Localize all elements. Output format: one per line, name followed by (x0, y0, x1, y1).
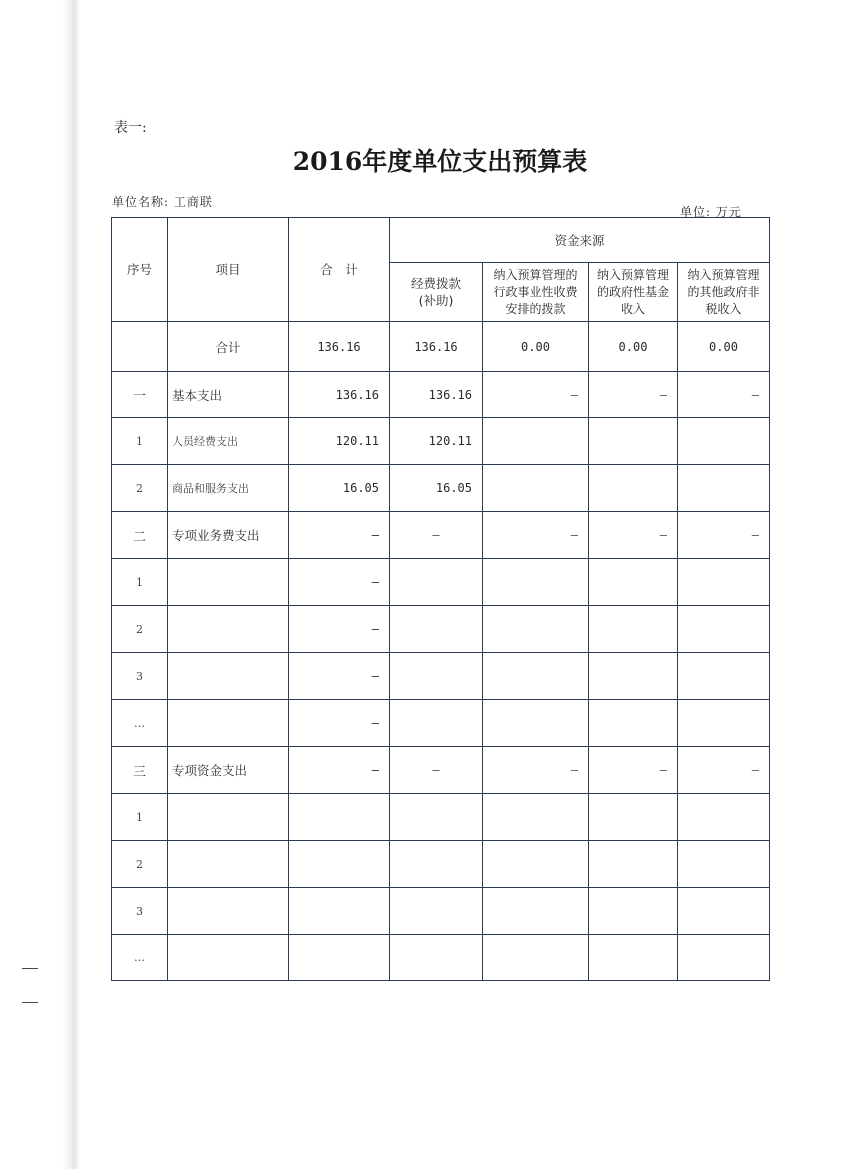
cell-other-nontax (678, 559, 770, 606)
table-row (112, 559, 770, 606)
cell-seq: 2 (112, 841, 168, 888)
cell-admin-fees (483, 935, 589, 981)
cell-allocation: 136.16 (390, 322, 483, 372)
cell-other-nontax: – (678, 512, 770, 559)
cell-other-nontax: – (678, 372, 770, 418)
table-row (112, 418, 770, 465)
cell-admin-fees (483, 700, 589, 747)
cell-gov-fund: – (589, 372, 678, 418)
table-row (112, 747, 770, 794)
cell-allocation: 16.05 (390, 465, 483, 512)
cell-seq: 二 (112, 512, 168, 559)
cell-other-nontax (678, 794, 770, 841)
cell-gov-fund (589, 559, 678, 606)
table-row (112, 606, 770, 653)
header-other-nontax: 纳入预算管理 的其他政府非 税收入 (678, 263, 770, 322)
cell-admin-fees (483, 559, 589, 606)
cell-admin-fees (483, 653, 589, 700)
cell-item (168, 794, 289, 841)
cell-allocation (390, 841, 483, 888)
cell-total: – (289, 653, 390, 700)
cell-allocation (390, 700, 483, 747)
cell-admin-fees: – (483, 372, 589, 418)
cell-other-nontax (678, 841, 770, 888)
cell-total (289, 888, 390, 935)
cell-gov-fund: – (589, 512, 678, 559)
cell-total: – (289, 512, 390, 559)
cell-item (168, 935, 289, 981)
cell-total: – (289, 606, 390, 653)
page-title: 2016年度单位支出预算表 (292, 147, 588, 176)
table-row (112, 794, 770, 841)
cell-seq (112, 322, 168, 372)
header-row (112, 218, 770, 263)
cell-item (168, 700, 289, 747)
cell-seq: 2 (112, 606, 168, 653)
cell-other-nontax (678, 653, 770, 700)
cell-seq: … (112, 935, 168, 981)
cell-other-nontax (678, 888, 770, 935)
header-item: 项目 (168, 218, 289, 322)
table-row (112, 322, 770, 372)
cell-other-nontax (678, 418, 770, 465)
cell-other-nontax: 0.00 (678, 322, 770, 372)
table-row (112, 841, 770, 888)
cell-allocation (390, 794, 483, 841)
cell-total: – (289, 559, 390, 606)
cell-seq: 3 (112, 888, 168, 935)
cell-admin-fees (483, 888, 589, 935)
cell-gov-fund (589, 465, 678, 512)
cell-item (168, 606, 289, 653)
cell-seq: 三 (112, 747, 168, 794)
cell-admin-fees: 0.00 (483, 322, 589, 372)
cell-gov-fund (589, 841, 678, 888)
cell-total (289, 794, 390, 841)
unit-name: 单位名称: 工商联 (112, 195, 213, 209)
cell-gov-fund (589, 418, 678, 465)
cell-total (289, 841, 390, 888)
cell-total: – (289, 700, 390, 747)
cell-admin-fees (483, 841, 589, 888)
cell-gov-fund (589, 935, 678, 981)
cell-gov-fund: – (589, 747, 678, 794)
table-row (112, 888, 770, 935)
cell-item: 专项业务费支出 (168, 512, 289, 559)
cell-gov-fund: 0.00 (589, 322, 678, 372)
cell-total: 120.11 (289, 418, 390, 465)
budget-table (111, 217, 770, 981)
table-row (112, 700, 770, 747)
margin-mark (22, 1002, 38, 1003)
cell-item: 专项资金支出 (168, 747, 289, 794)
cell-item (168, 559, 289, 606)
cell-admin-fees: – (483, 747, 589, 794)
cell-item: 人员经费支出 (168, 418, 289, 465)
cell-admin-fees (483, 418, 589, 465)
margin-mark (22, 968, 38, 969)
cell-total: 16.05 (289, 465, 390, 512)
cell-admin-fees (483, 606, 589, 653)
cell-admin-fees: – (483, 512, 589, 559)
table-row (112, 935, 770, 981)
cell-gov-fund (589, 700, 678, 747)
header-admin-fees: 纳入预算管理的 行政事业性收费 安排的拨款 (483, 263, 589, 322)
cell-allocation (390, 888, 483, 935)
cell-item: 商品和服务支出 (168, 465, 289, 512)
cell-gov-fund (589, 888, 678, 935)
cell-admin-fees (483, 794, 589, 841)
table-row (112, 465, 770, 512)
cell-seq: … (112, 700, 168, 747)
cell-seq: 1 (112, 418, 168, 465)
cell-allocation (390, 559, 483, 606)
cell-item: 基本支出 (168, 372, 289, 418)
cell-total: – (289, 747, 390, 794)
currency-unit: 单位: 万元 (680, 205, 742, 219)
table-label: 表一: (114, 120, 147, 136)
cell-gov-fund (589, 794, 678, 841)
cell-other-nontax (678, 935, 770, 981)
cell-gov-fund (589, 606, 678, 653)
table-row (112, 372, 770, 418)
cell-seq: 3 (112, 653, 168, 700)
cell-total: 136.16 (289, 372, 390, 418)
cell-gov-fund (589, 653, 678, 700)
cell-seq: 1 (112, 794, 168, 841)
header-total: 合 计 (289, 218, 390, 322)
cell-other-nontax (678, 465, 770, 512)
cell-seq: 1 (112, 559, 168, 606)
cell-item (168, 841, 289, 888)
cell-allocation (390, 653, 483, 700)
cell-other-nontax (678, 700, 770, 747)
cell-seq: 一 (112, 372, 168, 418)
cell-allocation (390, 935, 483, 981)
table-row (112, 653, 770, 700)
cell-other-nontax (678, 606, 770, 653)
cell-total: 136.16 (289, 322, 390, 372)
table-row (112, 512, 770, 559)
cell-allocation: 136.16 (390, 372, 483, 418)
header-gov-fund: 纳入预算管理 的政府性基金 收入 (589, 263, 678, 322)
header-allocation: 经费拨款 (补助) (390, 263, 483, 322)
cell-allocation: – (390, 747, 483, 794)
cell-item: 合计 (168, 322, 289, 372)
header-fund-source: 资金来源 (390, 218, 770, 263)
header-seq: 序号 (112, 218, 168, 322)
cell-item (168, 653, 289, 700)
cell-item (168, 888, 289, 935)
cell-total (289, 935, 390, 981)
cell-allocation: – (390, 512, 483, 559)
cell-allocation (390, 606, 483, 653)
cell-seq: 2 (112, 465, 168, 512)
cell-admin-fees (483, 465, 589, 512)
cell-other-nontax: – (678, 747, 770, 794)
cell-allocation: 120.11 (390, 418, 483, 465)
